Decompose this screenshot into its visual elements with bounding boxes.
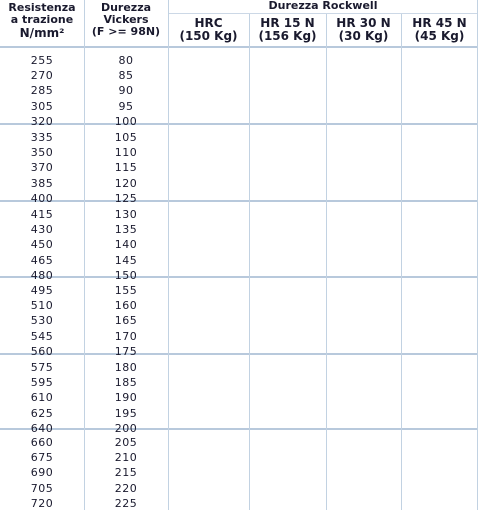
- tensile-cell: 285: [30, 84, 54, 98]
- tensile-cell: 385: [30, 176, 54, 190]
- vickers-cell: 175: [114, 344, 138, 358]
- hr45n-load: (45 Kg): [414, 29, 465, 43]
- rockwell-group-header: Durezza Rockwell: [268, 0, 378, 12]
- tensile-cell: 465: [30, 253, 54, 267]
- column-divider: [326, 14, 327, 510]
- vickers-header: [84, 2, 168, 38]
- hr30n-load: (30 Kg): [338, 29, 389, 43]
- vickers-cell: 220: [114, 481, 138, 495]
- vickers-group-3: [84, 207, 168, 283]
- tensile-cell: 545: [30, 329, 54, 343]
- rockwell-col-hr45n: [401, 17, 478, 43]
- vickers-cell: 150: [114, 268, 138, 282]
- tensile-group-5: [0, 360, 84, 436]
- vickers-cell: 225: [114, 496, 138, 510]
- tensile-group-6: [0, 435, 84, 511]
- vickers-cell: 130: [114, 208, 138, 221]
- vickers-group-1: [84, 53, 168, 129]
- tensile-header: [0, 2, 84, 40]
- tensile-group-3: [0, 207, 84, 283]
- row-divider: [0, 46, 478, 48]
- vickers-cell: 160: [114, 299, 138, 313]
- hr15n-name: HR 15 N: [260, 16, 315, 30]
- hr45n-name: HR 45 N: [412, 16, 467, 30]
- vickers-cell: 190: [114, 391, 138, 405]
- tensile-cell: 335: [30, 131, 54, 144]
- tensile-cell: 530: [30, 314, 54, 328]
- vickers-cell: 155: [114, 284, 138, 297]
- tensile-cell: 415: [30, 208, 54, 221]
- tensile-cell: 575: [30, 361, 54, 374]
- row-divider: [168, 13, 478, 14]
- hrc-name: HRC: [194, 16, 223, 30]
- tensile-cell: 480: [30, 268, 54, 282]
- vickers-cell: 105: [114, 131, 138, 144]
- vickers-cell: 165: [114, 314, 138, 328]
- vickers-group-2: [84, 130, 168, 206]
- tensile-cell: 595: [30, 376, 54, 390]
- tensile-cell: 305: [30, 99, 54, 113]
- tensile-cell: 610: [30, 391, 54, 405]
- tensile-cell: 720: [30, 496, 54, 510]
- tensile-cell: 370: [30, 161, 54, 175]
- vickers-cell: 115: [114, 161, 138, 175]
- vickers-cell: 180: [114, 361, 138, 374]
- rockwell-col-hr30n: [326, 17, 401, 43]
- tensile-cell: 430: [30, 223, 54, 237]
- vickers-cell: 135: [114, 223, 138, 237]
- tensile-cell: 350: [30, 146, 54, 160]
- vickers-cell: 200: [114, 421, 138, 435]
- vickers-header-line3: (F >= 98N): [91, 25, 161, 38]
- vickers-cell: 100: [114, 114, 138, 128]
- tensile-cell: 660: [30, 436, 54, 449]
- tensile-cell: 320: [30, 114, 54, 128]
- hr15n-load: (156 Kg): [258, 29, 317, 43]
- tensile-header-unit: N/mm²: [19, 26, 65, 40]
- vickers-header-line2: Vickers: [103, 13, 149, 26]
- hr30n-name: HR 30 N: [336, 16, 391, 30]
- vickers-cell: 95: [118, 99, 134, 113]
- tensile-cell: 450: [30, 238, 54, 252]
- tensile-group-2: [0, 130, 84, 206]
- tensile-cell: 625: [30, 406, 54, 420]
- tensile-cell: 400: [30, 191, 54, 205]
- rockwell-col-hrc: [168, 17, 249, 43]
- column-divider: [401, 14, 402, 510]
- tensile-cell: 690: [30, 466, 54, 480]
- vickers-cell: 120: [114, 176, 138, 190]
- vickers-cell: 195: [114, 406, 138, 420]
- vickers-cell: 140: [114, 238, 138, 252]
- vickers-cell: 185: [114, 376, 138, 390]
- rockwell-col-hr15n: [249, 17, 326, 43]
- vickers-cell: 210: [114, 451, 138, 465]
- column-divider: [249, 14, 250, 510]
- tensile-cell: 560: [30, 344, 54, 358]
- vickers-cell: 205: [114, 436, 138, 449]
- tensile-header-line1: Resistenza: [8, 1, 76, 14]
- tensile-group-4: [0, 283, 84, 359]
- vickers-header-line1: Durezza: [100, 1, 152, 14]
- vickers-cell: 125: [114, 191, 138, 205]
- vickers-cell: 170: [114, 329, 138, 343]
- tensile-cell: 270: [30, 69, 54, 83]
- tensile-cell: 255: [30, 54, 54, 67]
- tensile-cell: 510: [30, 299, 54, 313]
- vickers-cell: 215: [114, 466, 138, 480]
- vickers-cell: 110: [114, 146, 138, 160]
- vickers-cell: 80: [118, 54, 134, 67]
- tensile-cell: 495: [30, 284, 54, 297]
- tensile-header-line2: a trazione: [10, 13, 74, 26]
- vickers-group-6: [84, 435, 168, 511]
- tensile-group-1: [0, 53, 84, 129]
- hrc-load: (150 Kg): [179, 29, 238, 43]
- vickers-group-5: [84, 360, 168, 436]
- tensile-cell: 705: [30, 481, 54, 495]
- column-divider: [168, 0, 169, 510]
- tensile-cell: 675: [30, 451, 54, 465]
- vickers-cell: 90: [118, 84, 134, 98]
- vickers-group-4: [84, 283, 168, 359]
- tensile-cell: 640: [30, 421, 54, 435]
- vickers-cell: 145: [114, 253, 138, 267]
- vickers-cell: 85: [118, 69, 134, 83]
